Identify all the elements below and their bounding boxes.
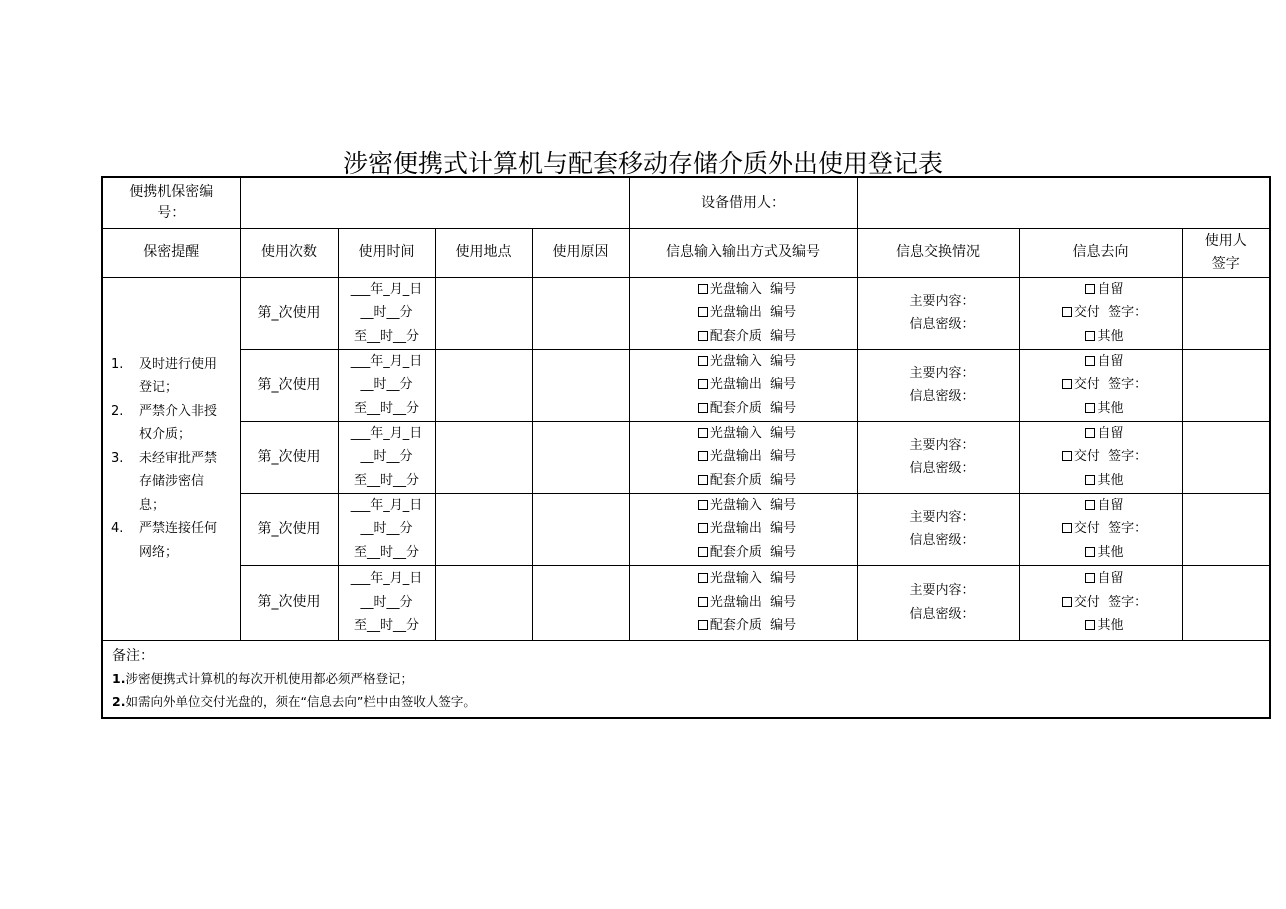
- exchange-line: 主要内容：: [909, 293, 975, 309]
- usage-time[interactable]: [338, 493, 435, 565]
- user-signature-field[interactable]: [1182, 349, 1270, 421]
- io-option-label: 配套介质 编号: [709, 400, 797, 416]
- exchange-line: 信息密级：: [909, 606, 975, 622]
- destination-option-label: 自留: [1097, 281, 1124, 297]
- col-header-exchange: 信息交换情况: [857, 228, 1019, 277]
- io-option-label: 光盘输入 编号: [709, 425, 797, 441]
- checkbox[interactable]: [698, 331, 708, 341]
- checkbox[interactable]: [698, 379, 708, 389]
- usage-count[interactable]: 第_次使用: [240, 493, 338, 565]
- exchange-line: 信息密级：: [909, 461, 975, 476]
- reminder-item: [103, 400, 240, 447]
- destination-option: [1028, 445, 1182, 469]
- usage-time[interactable]: [338, 277, 435, 349]
- info-exchange-cell[interactable]: [857, 349, 1019, 421]
- usage-time-line: __时__分: [360, 377, 413, 393]
- reminder-text: 未经审批严禁存储涉密信息；: [139, 450, 218, 513]
- io-option: [638, 422, 857, 446]
- usage-time[interactable]: [338, 349, 435, 421]
- usage-time-line: ___年_月_日: [350, 497, 423, 513]
- user-signature-field[interactable]: [1182, 493, 1270, 565]
- checkbox[interactable]: [1085, 547, 1095, 557]
- col-header-location: 使用地点: [435, 228, 532, 277]
- info-destination-cell: [1019, 565, 1182, 640]
- reminder-item: [103, 447, 240, 518]
- usage-time-line: 至__时__分: [353, 544, 419, 560]
- usage-reason-field[interactable]: [532, 565, 629, 640]
- user-signature-field[interactable]: [1182, 277, 1270, 349]
- io-option-label: 配套介质 编号: [709, 472, 797, 488]
- checkbox[interactable]: [698, 620, 708, 630]
- checkbox[interactable]: [698, 475, 708, 485]
- io-option: [638, 591, 857, 615]
- usage-reason-field[interactable]: [532, 349, 629, 421]
- user-signature-field[interactable]: [1182, 421, 1270, 493]
- usage-count[interactable]: 第_次使用: [240, 565, 338, 640]
- io-option-label: 光盘输入 编号: [709, 281, 797, 297]
- usage-location-field[interactable]: [435, 421, 532, 493]
- destination-option: [1028, 397, 1182, 421]
- laptop-id-label: 便携机保密编号：: [102, 177, 240, 228]
- io-option-label: 配套介质 编号: [709, 328, 797, 344]
- destination-option-label: 自留: [1097, 425, 1124, 441]
- usage-location-field[interactable]: [435, 565, 532, 640]
- usage-time-line: 至__时__分: [353, 328, 419, 344]
- io-option: [638, 301, 857, 325]
- destination-option-label: 自留: [1097, 497, 1124, 513]
- notes-cell: [102, 640, 1270, 718]
- io-option: [638, 517, 857, 541]
- checkbox[interactable]: [1062, 379, 1072, 389]
- usage-reason-field[interactable]: [532, 277, 629, 349]
- info-destination-cell: [1019, 421, 1182, 493]
- checkbox[interactable]: [1085, 284, 1095, 294]
- checkbox[interactable]: [1085, 620, 1095, 630]
- usage-time-line: ___年_月_日: [350, 353, 423, 369]
- usage-time-line: 至__时__分: [353, 472, 419, 488]
- checkbox[interactable]: [1085, 573, 1095, 583]
- destination-option-label: 其他: [1097, 400, 1124, 416]
- reminder-text: 严禁连接任何网络；: [139, 521, 218, 560]
- page-title: 涉密便携式计算机与配套移动存储介质外出使用登记表: [342, 149, 943, 178]
- checkbox[interactable]: [1062, 597, 1072, 607]
- reminder-number: 2.: [111, 403, 124, 419]
- destination-option: [1028, 373, 1182, 397]
- io-method-cell: [629, 421, 857, 493]
- checkbox[interactable]: [698, 356, 708, 366]
- io-option-label: 光盘输入 编号: [709, 571, 797, 587]
- info-exchange-cell[interactable]: [857, 421, 1019, 493]
- usage-record-row: [102, 493, 1270, 565]
- usage-time-line: __时__分: [360, 449, 413, 465]
- exchange-line: 主要内容：: [909, 437, 975, 453]
- io-method-cell: [629, 349, 857, 421]
- info-exchange-cell[interactable]: [857, 277, 1019, 349]
- col-header-reminder: 保密提醒: [102, 228, 240, 277]
- io-option: [638, 278, 857, 302]
- usage-time-line: ___年_月_日: [350, 425, 423, 441]
- usage-count[interactable]: 第_次使用: [240, 277, 338, 349]
- info-destination-cell: [1019, 349, 1182, 421]
- destination-option: [1028, 469, 1182, 493]
- checkbox[interactable]: [1085, 475, 1095, 485]
- col-header-time: 使用时间: [338, 228, 435, 277]
- usage-count[interactable]: 第_次使用: [240, 421, 338, 493]
- destination-option-label: 其他: [1097, 618, 1124, 634]
- info-exchange-cell[interactable]: [857, 565, 1019, 640]
- destination-option-label: 交付 签字：: [1073, 305, 1148, 321]
- destination-option-label: 自留: [1097, 571, 1124, 587]
- exchange-line: 信息密级：: [909, 533, 975, 548]
- note-text: 涉密便携式计算机的每次开机使用都必须严格登记；: [125, 670, 413, 686]
- io-option: [638, 469, 857, 493]
- header-info-row: [102, 177, 1270, 228]
- destination-option-label: 交付 签字：: [1073, 449, 1148, 465]
- io-option: [638, 614, 857, 638]
- reminder-item: [103, 353, 240, 400]
- io-option: [638, 494, 857, 518]
- usage-time-line: 至__时__分: [353, 400, 419, 416]
- exchange-line: 信息密级：: [909, 389, 975, 404]
- usage-record-row: [102, 565, 1270, 640]
- col-header-count: 使用次数: [240, 228, 338, 277]
- usage-record-row: [102, 277, 1270, 349]
- notes-row: [102, 640, 1270, 718]
- reminder-number: 4.: [111, 521, 124, 537]
- column-header-row: [102, 228, 1270, 277]
- exchange-line: 主要内容：: [909, 509, 975, 525]
- io-option: [638, 541, 857, 565]
- notes-title: 备注：: [112, 647, 154, 664]
- destination-option: [1028, 494, 1182, 518]
- io-option: [638, 445, 857, 469]
- checkbox[interactable]: [698, 284, 708, 294]
- destination-option: [1028, 350, 1182, 374]
- exchange-line: 主要内容：: [909, 583, 975, 598]
- checkbox[interactable]: [1085, 356, 1095, 366]
- checkbox[interactable]: [1085, 403, 1095, 413]
- usage-time-line: ___年_月_日: [350, 571, 423, 587]
- destination-option: [1028, 591, 1182, 615]
- exchange-line: 主要内容：: [909, 365, 975, 381]
- destination-option-label: 自留: [1097, 353, 1124, 369]
- registration-form-table: [101, 176, 1271, 719]
- io-option: [638, 325, 857, 349]
- io-option-label: 配套介质 编号: [709, 618, 797, 634]
- destination-option: [1028, 567, 1182, 591]
- usage-time-line: __时__分: [360, 305, 413, 321]
- usage-time-line: ___年_月_日: [350, 281, 423, 297]
- io-option-label: 光盘输入 编号: [709, 497, 797, 513]
- usage-time-line: __时__分: [360, 521, 413, 537]
- usage-record-row: [102, 349, 1270, 421]
- io-method-cell: [629, 565, 857, 640]
- io-option-label: 光盘输出 编号: [709, 521, 797, 537]
- destination-option-label: 交付 签字：: [1073, 521, 1148, 537]
- io-option: [638, 567, 857, 591]
- checkbox[interactable]: [698, 523, 708, 533]
- security-reminder-cell: [102, 277, 240, 640]
- usage-record-row: [102, 421, 1270, 493]
- destination-option-label: 交付 签字：: [1073, 594, 1148, 610]
- checkbox[interactable]: [698, 547, 708, 557]
- usage-reason-field[interactable]: [532, 493, 629, 565]
- note-text: 如需向外单位交付光盘的，须在“信息去向”栏中由签收人签字。: [125, 693, 476, 709]
- destination-option: [1028, 325, 1182, 349]
- note-number: 2.: [112, 693, 126, 709]
- destination-option: [1028, 301, 1182, 325]
- io-option-label: 光盘输出 编号: [709, 305, 797, 321]
- checkbox[interactable]: [698, 403, 708, 413]
- checkbox[interactable]: [698, 428, 708, 438]
- usage-count[interactable]: 第_次使用: [240, 349, 338, 421]
- col-header-signature: 使用人签字: [1182, 228, 1270, 277]
- reminder-text: 及时进行使用登记；: [139, 356, 218, 396]
- checkbox[interactable]: [698, 597, 708, 607]
- io-option: [638, 397, 857, 421]
- checkbox[interactable]: [698, 307, 708, 317]
- io-method-cell: [629, 493, 857, 565]
- checkbox[interactable]: [1085, 500, 1095, 510]
- col-header-destination: 信息去向: [1019, 228, 1182, 277]
- usage-location-field[interactable]: [435, 349, 532, 421]
- col-header-reason: 使用原因: [532, 228, 629, 277]
- borrower-field[interactable]: [857, 177, 1270, 228]
- user-signature-field[interactable]: [1182, 565, 1270, 640]
- io-option-label: 光盘输出 编号: [709, 449, 797, 465]
- destination-option: [1028, 517, 1182, 541]
- checkbox[interactable]: [698, 573, 708, 583]
- info-destination-cell: [1019, 277, 1182, 349]
- checkbox[interactable]: [1062, 307, 1072, 317]
- reminder-number: 3.: [111, 450, 124, 466]
- note-number: 1.: [112, 670, 126, 686]
- usage-location-field[interactable]: [435, 277, 532, 349]
- info-destination-cell: [1019, 493, 1182, 565]
- io-option-label: 配套介质 编号: [709, 544, 797, 560]
- destination-option-label: 其他: [1097, 544, 1124, 560]
- destination-option: [1028, 422, 1182, 446]
- io-option: [638, 373, 857, 397]
- reminder-number: 1.: [111, 356, 124, 372]
- reminder-item: [103, 517, 240, 564]
- note-line: [112, 690, 1260, 713]
- io-option-label: 光盘输出 编号: [709, 377, 797, 393]
- destination-option-label: 其他: [1097, 328, 1124, 344]
- checkbox[interactable]: [1085, 331, 1095, 341]
- io-option-label: 光盘输出 编号: [709, 594, 797, 610]
- note-line: [112, 667, 1260, 690]
- laptop-id-field[interactable]: [240, 177, 629, 228]
- destination-option: [1028, 278, 1182, 302]
- info-exchange-cell[interactable]: [857, 493, 1019, 565]
- io-method-cell: [629, 277, 857, 349]
- reminder-text: 严禁介入非授权介质；: [139, 403, 218, 443]
- usage-location-field[interactable]: [435, 493, 532, 565]
- checkbox[interactable]: [698, 451, 708, 461]
- borrower-label: 设备借用人：: [629, 177, 857, 228]
- checkbox[interactable]: [698, 500, 708, 510]
- usage-time[interactable]: [338, 565, 435, 640]
- destination-option-label: 其他: [1097, 472, 1124, 488]
- usage-time-line: 至__时__分: [353, 618, 419, 634]
- checkbox[interactable]: [1085, 428, 1095, 438]
- exchange-line: 信息密级：: [909, 317, 975, 332]
- io-option: [638, 350, 857, 374]
- usage-time-line: __时__分: [360, 594, 413, 610]
- checkbox[interactable]: [1062, 523, 1072, 533]
- destination-option-label: 交付 签字：: [1073, 377, 1148, 393]
- col-header-io: 信息输入输出方式及编号: [629, 228, 857, 277]
- destination-option: [1028, 541, 1182, 565]
- destination-option: [1028, 614, 1182, 638]
- usage-reason-field[interactable]: [532, 421, 629, 493]
- usage-time[interactable]: [338, 421, 435, 493]
- io-option-label: 光盘输入 编号: [709, 353, 797, 369]
- checkbox[interactable]: [1062, 451, 1072, 461]
